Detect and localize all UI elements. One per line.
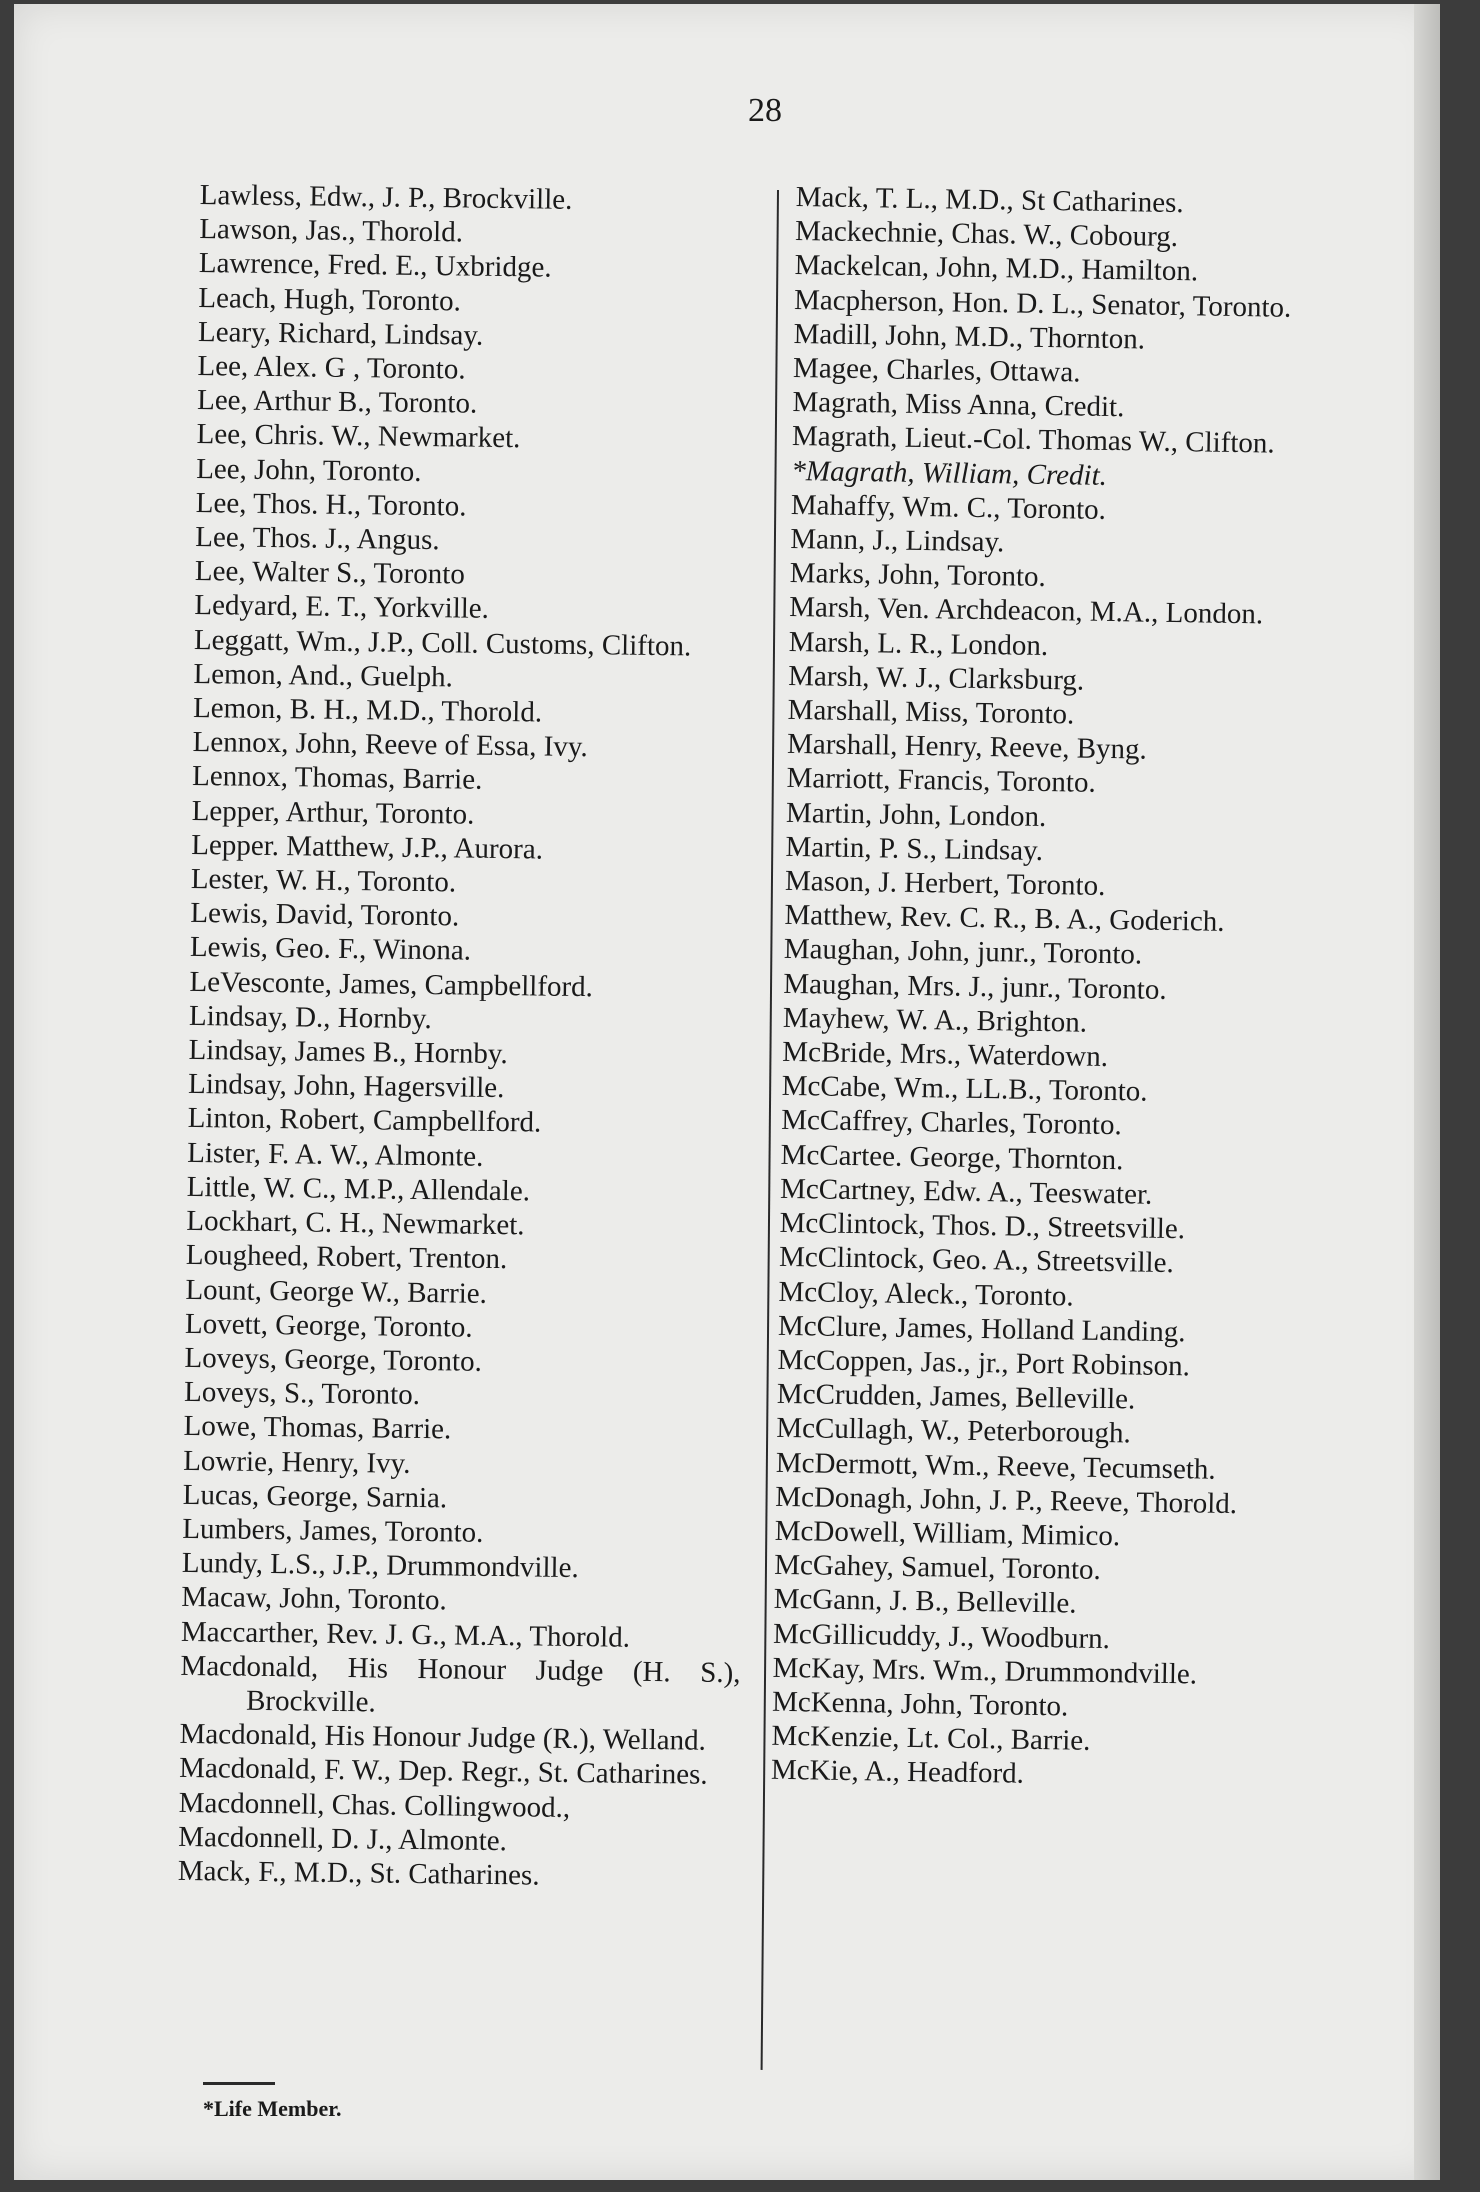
member-entry: Macdonald, F. W., Dep. Regr., St. Catharines.: [178, 1752, 708, 1792]
footnote-rule: [203, 2082, 275, 2085]
member-entry: McKenna, John, Toronto.: [771, 1685, 1069, 1723]
member-entry: Marks, John, Toronto.: [789, 557, 1047, 594]
member-entry: Marsh, L. R., London.: [788, 625, 1049, 662]
member-entry: McCaffrey, Charles, Toronto.: [780, 1104, 1122, 1142]
member-entry: Lovett, George, Toronto.: [184, 1307, 473, 1344]
member-entry: Lennox, Thomas, Barrie.: [191, 760, 483, 797]
member-entry: Madill, John, M.D., Thornton.: [793, 317, 1146, 356]
member-entry: Leggatt, Wm., J.P., Coll. Customs, Clifton.: [193, 623, 692, 663]
member-entry: Macdonnell, Chas. Collingwood.,: [178, 1786, 571, 1824]
right-column: [771, 180, 1356, 1796]
member-entry: Leach, Hugh, Toronto.: [198, 281, 462, 318]
member-entry: McDowell, William, Mimico.: [774, 1514, 1121, 1553]
member-entry: Lougheed, Robert, Trenton.: [185, 1239, 508, 1276]
member-entry: McCoppen, Jas., jr., Port Robinson.: [777, 1343, 1191, 1383]
member-entry: LeVesconte, James, Campbellford.: [189, 965, 594, 1003]
member-entry: Lee, Arthur B., Toronto.: [196, 384, 478, 420]
member-entry: Lee, John, Toronto.: [195, 452, 422, 488]
left-column: [178, 178, 760, 1895]
member-entry: Lester, W. H., Toronto.: [190, 863, 457, 899]
member-entry: Marsh, W. J., Clarksburg.: [787, 659, 1085, 697]
member-entry: McClintock, Thos. D., Streetsville.: [779, 1206, 1186, 1246]
member-entry: McCartney, Edw. A., Teeswater.: [779, 1172, 1153, 1211]
member-entry: Magee, Charles, Ottawa.: [792, 351, 1081, 389]
member-entry: Lee, Alex. G , Toronto.: [197, 350, 466, 386]
member-entry: Macdonald, His Honour Judge (H. S.), Brockville.: [180, 1649, 741, 1719]
member-entry: McBride, Mrs., Waterdown.: [782, 1035, 1109, 1074]
member-entry: Lowe, Thomas, Barrie.: [183, 1410, 452, 1446]
member-entry: *Magrath, William, Credit.: [791, 454, 1108, 492]
member-entry: Lawrence, Fred. E., Uxbridge.: [198, 247, 552, 285]
member-entry: Little, W. C., M.P., Allendale.: [186, 1170, 531, 1208]
member-entry: Lount, George W., Barrie.: [185, 1273, 488, 1310]
member-entry: Maughan, Mrs. J., junr., Toronto.: [783, 967, 1167, 1006]
member-entry: Martin, P. S., Lindsay.: [785, 830, 1044, 867]
member-entry: McGahey, Samuel, Toronto.: [773, 1548, 1102, 1587]
member-entry: Marsh, Ven. Archdeacon, M.A., London.: [789, 591, 1264, 631]
member-entry: Lemon, B. H., M.D., Thorold.: [192, 692, 543, 729]
member-entry: Lee, Thos. H., Toronto.: [195, 486, 467, 523]
member-entry: McCrudden, James, Belleville.: [776, 1377, 1136, 1416]
member-entry: Lennox, John, Reeve of Essa, Ivy.: [192, 726, 588, 764]
member-entry: Marshall, Miss, Toronto.: [787, 693, 1075, 731]
page-number: 28: [748, 92, 782, 129]
member-entry: McCloy, Aleck., Toronto.: [778, 1275, 1074, 1312]
member-entry: Leary, Richard, Lindsay.: [197, 315, 484, 352]
member-entry: Lawson, Jas., Thorold.: [199, 213, 464, 249]
member-entry: McDonagh, John, J. P., Reeve, Thorold.: [775, 1480, 1238, 1520]
member-entry: McDermott, Wm., Reeve, Tecumseth.: [775, 1446, 1216, 1486]
member-entry: Lockhart, C. H., Newmarket.: [186, 1205, 525, 1242]
member-entry: Lemon, And., Guelph.: [193, 657, 454, 694]
member-entry: Mann, J., Lindsay.: [790, 522, 1005, 559]
member-entry: Loveys, George, Toronto.: [184, 1341, 483, 1378]
member-entry: Lindsay, John, Hagersville.: [187, 1068, 505, 1105]
member-entry: Mackelcan, John, M.D., Hamilton.: [794, 249, 1199, 288]
member-entry: Maccarther, Rev. J. G., M.A., Thorold.: [180, 1615, 631, 1654]
member-entry: McClure, James, Holland Landing.: [777, 1309, 1186, 1348]
member-entry: Martin, John, London.: [785, 796, 1047, 833]
member-entry: Lepper, Arthur, Toronto.: [191, 794, 475, 831]
member-entry: Macdonnell, D. J., Almonte.: [178, 1820, 508, 1857]
member-entry: Magrath, Miss Anna, Credit.: [792, 386, 1125, 424]
member-entry: McClintock, Geo. A., Streetsville.: [778, 1241, 1174, 1280]
member-entry: Lowrie, Henry, Ivy.: [183, 1444, 411, 1480]
member-entry: Loveys, S., Toronto.: [183, 1376, 421, 1412]
member-entry: McKay, Mrs. Wm., Drummondville.: [772, 1651, 1198, 1691]
member-entry: Lewis, David, Toronto.: [190, 897, 460, 933]
member-entry: McKie, A., Headford.: [770, 1754, 1025, 1791]
member-entry: McGann, J. B., Belleville.: [773, 1583, 1077, 1620]
member-entry: Marriott, Francis, Toronto.: [786, 762, 1096, 800]
member-entry: Macpherson, Hon. D. L., Senator, Toronto.: [793, 283, 1292, 324]
member-entry: McKenzie, Lt. Col., Barrie.: [771, 1719, 1091, 1757]
member-entry: Lee, Walter S., Toronto: [194, 555, 466, 591]
member-entry: Marshall, Henry, Reeve, Byng.: [786, 728, 1148, 766]
member-entry: Lawless, Edw., J. P., Brockville.: [199, 178, 573, 216]
member-entry: McCabe, Wm., LL.B., Toronto.: [781, 1070, 1148, 1108]
member-entry: McCullagh, W., Peterborough.: [776, 1412, 1132, 1450]
member-entry: Matthew, Rev. C. R., B. A., Goderich.: [784, 899, 1225, 939]
footnote: *Life Member.: [203, 2096, 342, 2121]
member-entry: Macaw, John, Toronto.: [181, 1581, 447, 1617]
member-entry: Mason, J. Herbert, Toronto.: [784, 864, 1106, 903]
member-entry: Ledyard, E. T., Yorkville.: [194, 589, 490, 626]
member-entry: Lindsay, D., Hornby.: [188, 999, 432, 1035]
member-entry: Lee, Thos. J., Angus.: [195, 521, 440, 557]
member-entry: Magrath, Lieut.-Col. Thomas W., Clifton.: [791, 420, 1275, 460]
member-entry: Lewis, Geo. F., Winona.: [189, 931, 472, 968]
member-entry: Maughan, John, junr., Toronto.: [783, 933, 1143, 971]
member-entry: Lucas, George, Sarnia.: [182, 1478, 448, 1515]
member-entry: Lister, F. A. W., Almonte.: [187, 1136, 484, 1173]
member-entry: Lundy, L.S., J.P., Drummondville.: [181, 1547, 579, 1585]
member-entry: Mahaffy, Wm. C., Toronto.: [790, 488, 1107, 526]
member-entry: Lee, Chris. W., Newmarket.: [196, 418, 521, 455]
member-entry: McCartee. George, Thornton.: [780, 1138, 1124, 1176]
member-entry: Mack, T. L., M.D., St Catharines.: [795, 180, 1184, 220]
member-entry: McGillicuddy, J., Woodburn.: [772, 1617, 1111, 1655]
member-entry: Mayhew, W. A., Brighton.: [782, 1001, 1088, 1039]
member-entry: Linton, Robert, Campbellford.: [187, 1102, 542, 1140]
page-edge: [1414, 4, 1440, 2180]
member-entry: Macdonald, His Honour Judge (R.), Welland.: [179, 1718, 707, 1757]
member-entry: Lindsay, James B., Hornby.: [188, 1034, 509, 1071]
member-entry: Mack, F., M.D., St. Catharines.: [177, 1854, 540, 1892]
member-entry: Mackechnie, Chas. W., Cobourg.: [794, 215, 1179, 254]
member-entry: Lepper. Matthew, J.P., Aurora.: [191, 828, 544, 866]
member-entry: Lumbers, James, Toronto.: [182, 1512, 484, 1549]
